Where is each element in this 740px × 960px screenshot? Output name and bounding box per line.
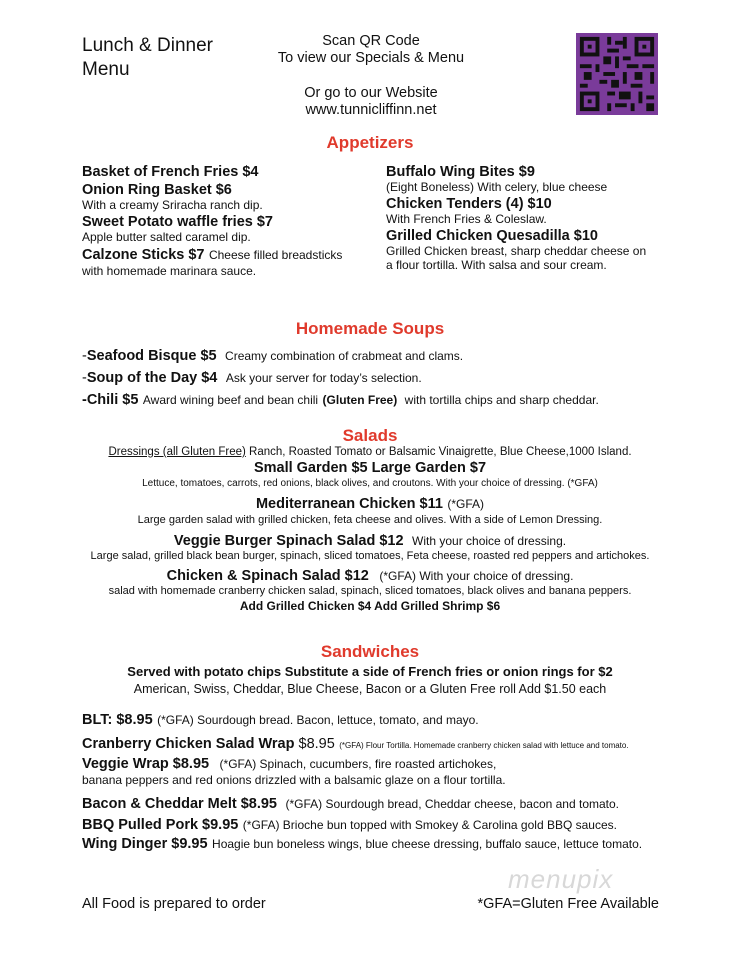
salad-dressings — [0, 446, 740, 458]
appetizer-buffalo-wings: Buffalo Wing Bites $9 — [386, 164, 535, 180]
sandwich-bbq-name: BBQ Pulled Pork $9.95 — [82, 817, 239, 833]
sandwich-wing-name: Wing Dinger $9.95 — [82, 836, 208, 852]
soup-chili-gluten-free: (Gluten Free) — [322, 393, 398, 407]
sandwich-wing-desc: Hoagie bun boneless wings, blue cheese dressing, buffalo sauce, lettuce tomato. — [212, 837, 643, 851]
appetizers-heading: Appetizers — [326, 133, 414, 152]
salad-mediterranean — [0, 495, 740, 513]
sandwich-blt-name: BLT — [82, 712, 108, 728]
sandwich-veggie-name: Veggie Wrap $8.95 — [82, 756, 210, 772]
sandwiches-served: Served with potato chips Substitute a side of French fries or onion rings for $2 — [127, 664, 613, 679]
appetizer-calzone-desc: Cheese filled breadsticks — [208, 248, 343, 262]
menu-title-line2: Menu — [82, 59, 130, 80]
menu-title — [82, 34, 213, 82]
salad-chicken-spinach-name: Chicken & Spinach Salad $12 — [166, 568, 369, 584]
salad-garden: Small Garden $5 Large Garden $7 — [253, 460, 487, 476]
appetizer-quesadilla-desc: Grilled Chicken breast, sharp cheddar cheese on — [386, 244, 647, 258]
salad-mediterranean-gfa: (*GFA) — [447, 497, 485, 511]
appetizer-quesadilla: Grilled Chicken Quesadilla $10 — [386, 228, 598, 244]
appetizer-quesadilla-desc2: a flour tortilla. With salsa and sour cream. — [386, 258, 607, 272]
sandwich-cranberry-desc: (*GFA) Flour Tortilla. Homemade cranberry chicken salad with lettuce and tomato. — [339, 741, 629, 750]
appetizer-calzone-name: Calzone Sticks $7 — [82, 247, 205, 263]
soup-seafood-desc: Creamy combination of crabmeat and clams. — [225, 349, 464, 363]
appetizer-calzone — [82, 246, 352, 264]
sandwich-bbq-pork — [82, 816, 642, 834]
website-label: Or go to our Website — [304, 85, 438, 101]
footer-gfa-note: *GFA=Gluten Free Available — [477, 896, 659, 912]
scan-line-1: Scan QR Code — [322, 33, 420, 49]
qr-code-graphic — [576, 33, 658, 115]
appetizer-sweet-potato: Sweet Potato waffle fries $7 — [82, 214, 273, 230]
salad-veggie-burger-name: Veggie Burger Spinach Salad $12 — [173, 533, 404, 549]
sandwich-bacon-melt — [82, 795, 642, 813]
sandwich-bacon-name: Bacon & Cheddar Melt $8.95 — [82, 796, 277, 812]
salad-veggie-burger — [0, 532, 740, 550]
sandwich-blt-price: : $8.95 — [107, 712, 153, 728]
scan-line-2: To view our Specials & Menu — [277, 50, 465, 66]
appetizers-left-column — [82, 164, 352, 278]
sandwich-veggie-wrap — [82, 755, 642, 773]
salad-dressings-label: Dressings (all Gluten Free) — [108, 446, 246, 458]
salad-dressings-text: Ranch, Roasted Tomato or Balsamic Vinaigrette, Blue Cheese,1000 Island. — [245, 446, 632, 458]
salad-veggie-burger-note: With your choice of dressing. — [412, 534, 567, 548]
appetizers-right-column — [386, 164, 686, 272]
appetizer-french-fries: Basket of French Fries $4 — [82, 164, 259, 180]
menu-title-line1: Lunch & Dinner — [82, 35, 213, 56]
appetizer-onion-rings: Onion Ring Basket $6 — [82, 182, 232, 198]
salad-mediterranean-desc: Large garden salad with grilled chicken, feta cheese and olives. With a side of Lemon Dressing. — [137, 514, 603, 526]
scan-instructions — [260, 33, 482, 67]
salad-garden-desc: Lettuce, tomatoes, carrots, red onions, black olives, and croutons. With your choice of dressing. (*GFA) — [142, 478, 598, 489]
sandwich-wing-dinger — [82, 835, 642, 853]
soup-chili-name: -Chili $5 — [82, 392, 139, 408]
salad-chicken-spinach — [0, 567, 740, 585]
footer-prepared-note: All Food is prepared to order — [82, 896, 266, 912]
soup-of-day — [82, 369, 599, 387]
sandwiches-heading: Sandwiches — [320, 642, 420, 661]
sandwich-cranberry-wrap — [82, 735, 642, 753]
appetizer-buffalo-wings-desc: (Eight Boneless) With celery, blue cheese — [386, 180, 608, 194]
website-url[interactable]: www.tunnicliffinn.net — [305, 102, 437, 118]
soups-heading: Homemade Soups — [295, 319, 445, 338]
sandwich-bbq-desc: (*GFA) Brioche bun topped with Smokey & Carolina gold BBQ sauces. — [242, 818, 617, 832]
salad-chicken-spinach-note: (*GFA) With your choice of dressing. — [379, 569, 574, 583]
appetizer-calzone-desc2: with homemade marinara sauce. — [82, 264, 257, 278]
soup-of-day-desc: Ask your server for today’s selection. — [225, 371, 422, 385]
soup-prefix: - — [82, 370, 87, 386]
sandwich-cranberry-name: Cranberry Chicken Salad Wrap — [82, 736, 295, 752]
sandwich-cranberry-price: $8.95 — [294, 736, 335, 752]
sandwiches-cheeses: American, Swiss, Cheddar, Blue Cheese, Bacon or a Gluten Free roll Add $1.50 each — [133, 682, 607, 696]
soup-chili — [82, 391, 599, 409]
sandwich-bacon-desc: (*GFA) Sourdough bread, Cheddar cheese, bacon and tomato. — [285, 797, 619, 811]
appetizer-chicken-tenders: Chicken Tenders (4) $10 — [386, 196, 552, 212]
salad-chicken-spinach-desc: salad with homemade cranberry chicken salad, spinach, sliced tomatoes, black olives and banana peppers. — [108, 585, 632, 597]
soup-seafood-bisque — [82, 347, 599, 365]
sandwich-veggie-desc: (*GFA) Spinach, cucumbers, fire roasted artichokes, — [219, 757, 497, 771]
sandwich-blt-desc: (*GFA) Sourdough bread. Bacon, lettuce, tomato, and mayo. — [157, 713, 479, 727]
sandwich-blt — [82, 711, 642, 729]
qr-code-icon[interactable] — [576, 33, 658, 115]
appetizer-sweet-potato-desc: Apple butter salted caramel dip. — [82, 230, 251, 244]
soup-prefix: - — [82, 348, 87, 364]
salad-addons: Add Grilled Chicken $4 Add Grilled Shrimp $6 — [239, 599, 501, 613]
soup-of-day-name: Soup of the Day $4 — [86, 370, 218, 386]
appetizer-onion-rings-desc: With a creamy Sriracha ranch dip. — [82, 198, 263, 212]
soup-chili-desc: Award wining beef and bean chili — [142, 393, 319, 407]
salads-heading: Salads — [342, 426, 398, 445]
menupix-watermark: menupix — [508, 864, 614, 894]
sandwich-veggie-desc2: banana peppers and red onions drizzled with a balsamic glaze on a flour tortilla. — [82, 773, 506, 787]
salad-veggie-burger-desc: Large salad, grilled black bean burger, spinach, sliced tomatoes, Feta cheese, roasted red peppers and artichokes. — [90, 550, 650, 562]
sandwich-list — [82, 711, 642, 853]
salad-mediterranean-name: Mediterranean Chicken $11 — [255, 496, 443, 512]
soups-list — [82, 347, 599, 409]
soup-chili-desc2: with tortilla chips and sharp cheddar. — [404, 393, 599, 407]
website-info — [260, 85, 482, 119]
appetizer-chicken-tenders-desc: With French Fries & Coleslaw. — [386, 212, 547, 226]
soup-seafood-name: Seafood Bisque $5 — [86, 348, 217, 364]
